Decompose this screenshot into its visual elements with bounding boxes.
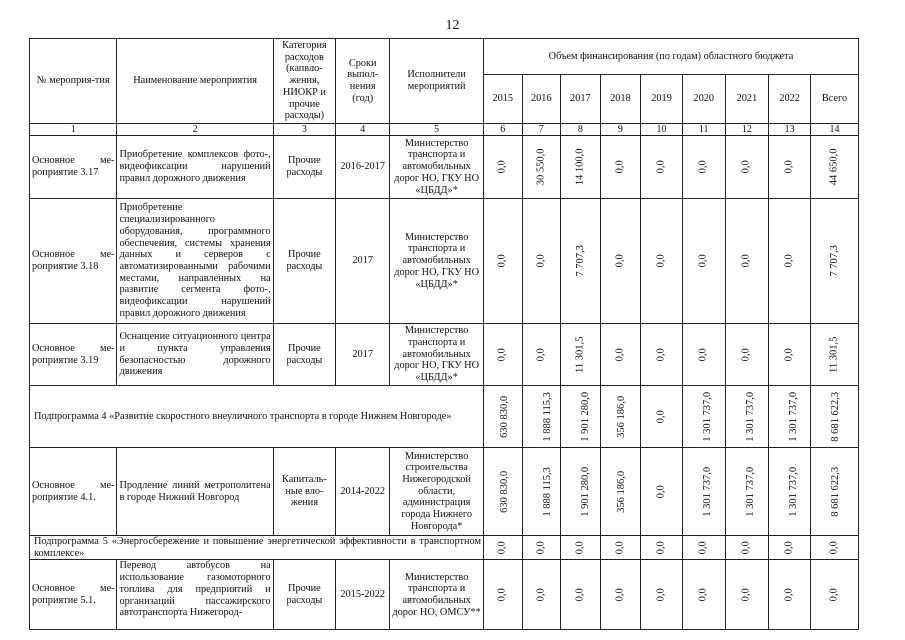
table-row	[30, 448, 859, 536]
funding-total	[810, 536, 858, 560]
header-total: Всего	[810, 75, 858, 124]
funding-value: 1 901 280,0	[580, 466, 592, 517]
subprogram-row	[30, 536, 859, 560]
column-number: 3	[273, 124, 335, 136]
funding-cell	[769, 536, 811, 560]
funding-value: 8 681 622,3	[830, 391, 842, 442]
funding-cell	[725, 199, 769, 324]
column-number: 1	[30, 124, 117, 136]
funding-value: 1 301 737,0	[744, 466, 756, 517]
header-year: 2022	[769, 75, 811, 124]
column-number: 7	[522, 124, 561, 136]
header-year: 2018	[600, 75, 641, 124]
funding-cell	[522, 386, 561, 448]
funding-cell	[641, 199, 683, 324]
funding-cell	[561, 136, 601, 199]
event-executors: Министерство строительства Нижегородской области, администрация города Нижнего Новгорода*	[390, 448, 484, 536]
page-number: 12	[445, 18, 460, 33]
column-number: 4	[336, 124, 390, 136]
funding-cell	[484, 136, 523, 199]
funding-cell	[682, 324, 725, 386]
event-number: Основное ме-роприятие 3.18	[30, 199, 117, 324]
funding-value: 0,0	[496, 347, 508, 362]
header-no: № мероприя-тия	[30, 39, 117, 124]
funding-cell	[641, 324, 683, 386]
event-executors: Министерство транспорта и автомобильных дорог НО, ГКУ НО «ЦБДД»*	[390, 199, 484, 324]
funding-total	[810, 324, 858, 386]
funding-cell	[600, 536, 641, 560]
funding-value: 0,0	[535, 541, 547, 555]
funding-value: 30 550,0	[535, 148, 547, 186]
funding-cell	[769, 560, 811, 630]
funding-value: 1 301 737,0	[788, 466, 800, 517]
column-number: 6	[484, 124, 523, 136]
column-number: 2	[117, 124, 273, 136]
event-executors: Министерство транспорта и автомобильных дорог НО, ГКУ НО «ЦБДД»*	[390, 324, 484, 386]
header-terms: Сроки выпол-нения (год)	[336, 39, 390, 124]
event-number: Основное ме-роприятие 3.17	[30, 136, 117, 199]
column-number: 13	[769, 124, 811, 136]
funding-cell	[522, 536, 561, 560]
funding-value: 0,0	[614, 347, 626, 362]
funding-value: 0,0	[783, 347, 795, 362]
event-category: Прочие расходы	[273, 199, 335, 324]
event-name: Приобретение специализированного оборудования, программного обеспечения, системы хранения данных и серверов с автоматизированными рабочими местами, направленных на развитие сегмента фото-, видеофиксации нарушений правил дорожного движения	[117, 199, 273, 324]
funding-value: 1 301 737,0	[744, 391, 756, 442]
funding-value: 14 100,0	[574, 148, 586, 186]
funding-cell	[600, 324, 641, 386]
header-funding: Объем финансирования (по годам) областного бюджета	[484, 39, 859, 75]
event-terms: 2014-2022	[336, 448, 390, 536]
funding-cell	[682, 136, 725, 199]
funding-value: 0,0	[828, 541, 840, 555]
header-year: 2021	[725, 75, 769, 124]
funding-value: 0,0	[535, 347, 547, 362]
funding-value: 0,0	[741, 347, 753, 362]
funding-total	[810, 199, 858, 324]
funding-cell	[600, 448, 641, 536]
funding-value: 1 888 115,3	[541, 466, 553, 517]
funding-cell	[682, 560, 725, 630]
header-year: 2019	[641, 75, 683, 124]
funding-total	[810, 386, 858, 448]
event-terms: 2016-2017	[336, 136, 390, 199]
funding-value: 0,0	[535, 588, 547, 602]
funding-cell	[522, 448, 561, 536]
funding-cell	[641, 560, 683, 630]
event-category: Прочие расходы	[273, 324, 335, 386]
header-year: 2015	[484, 75, 523, 124]
funding-value: 0,0	[535, 254, 547, 268]
funding-value: 0,0	[614, 160, 626, 174]
header-year: 2017	[561, 75, 601, 124]
funding-value: 1 301 737,0	[788, 391, 800, 442]
funding-value: 0,0	[655, 541, 667, 555]
funding-cell	[522, 560, 561, 630]
funding-cell	[682, 536, 725, 560]
funding-cell	[484, 199, 523, 324]
funding-cell	[561, 448, 601, 536]
funding-value: 0,0	[783, 541, 795, 555]
subprogram-title: Подпрограмма 4 «Развитие скоростного внеуличного транспорта в городе Нижнем Новгороде»	[30, 386, 484, 448]
event-number: Основное ме-роприятие 4.1.	[30, 448, 117, 536]
funding-value: 0,0	[655, 409, 667, 424]
funding-cell	[682, 199, 725, 324]
funding-cell	[561, 560, 601, 630]
funding-cell	[484, 536, 523, 560]
column-number: 10	[641, 124, 683, 136]
funding-cell	[641, 136, 683, 199]
funding-value: 0,0	[783, 254, 795, 268]
event-name: Перевод автобусов на использование газомоторного топлива для предприятий и организаций пассажирского автотранспорта Нижегород-	[117, 560, 273, 630]
funding-value: 630 830,0	[499, 395, 511, 438]
funding-cell	[725, 386, 769, 448]
funding-cell	[725, 448, 769, 536]
funding-cell	[600, 199, 641, 324]
event-terms: 2015-2022	[336, 560, 390, 630]
funding-value: 0,0	[741, 160, 753, 174]
funding-total	[810, 448, 858, 536]
funding-value: 356 186,0	[615, 470, 627, 513]
event-category: Прочие расходы	[273, 560, 335, 630]
event-terms: 2017	[336, 324, 390, 386]
funding-value: 0,0	[574, 588, 586, 602]
funding-cell	[561, 199, 601, 324]
funding-cell	[769, 386, 811, 448]
column-number: 11	[682, 124, 725, 136]
table-row	[30, 324, 859, 386]
event-name: Приобретение комплексов фото-, видеофиксации нарушений правил дорожного движения	[117, 136, 273, 199]
table-row	[30, 199, 859, 324]
funding-value: 1 888 115,3	[541, 391, 553, 442]
funding-cell	[522, 199, 561, 324]
event-executors: Министерство транспорта и автомобильных дорог НО, ГКУ НО «ЦБДД»*	[390, 136, 484, 199]
funding-value: 0,0	[655, 254, 667, 268]
funding-total	[810, 560, 858, 630]
funding-value: 7 707,3	[574, 245, 586, 277]
event-executors: Министерство транспорта и автомобильных дорог НО, ОМСУ**	[390, 560, 484, 630]
header-category: Категория расходов (капвло-жения, НИОКР и прочие расходы)	[273, 39, 335, 124]
funding-cell	[769, 136, 811, 199]
funding-value: 0,0	[614, 541, 626, 555]
funding-cell	[484, 560, 523, 630]
event-terms: 2017	[336, 199, 390, 324]
event-number: Основное ме-роприятие 5.1.	[30, 560, 117, 630]
funding-value: 44 650,0	[828, 148, 840, 186]
funding-value: 0,0	[697, 254, 709, 268]
funding-value: 0,0	[496, 541, 508, 555]
funding-cell	[725, 324, 769, 386]
funding-cell	[561, 536, 601, 560]
funding-cell	[725, 560, 769, 630]
funding-value: 0,0	[614, 254, 626, 268]
column-number: 14	[810, 124, 858, 136]
funding-cell	[484, 448, 523, 536]
funding-value: 0,0	[574, 541, 586, 555]
funding-cell	[725, 136, 769, 199]
funding-cell	[641, 536, 683, 560]
funding-value: 0,0	[496, 160, 508, 174]
event-category: Капиталь-ные вло-жения	[273, 448, 335, 536]
funding-value: 0,0	[828, 588, 840, 602]
funding-value: 0,0	[741, 541, 753, 555]
funding-value: 630 830,0	[499, 470, 511, 513]
column-number: 5	[390, 124, 484, 136]
funding-cell	[561, 386, 601, 448]
funding-value: 8 681 622,3	[830, 466, 842, 517]
funding-cell	[641, 386, 683, 448]
header-executors: Исполнители мероприятий	[390, 39, 484, 124]
funding-value: 0,0	[496, 254, 508, 268]
funding-value: 1 301 737,0	[701, 391, 713, 442]
column-number: 12	[725, 124, 769, 136]
table-row	[30, 136, 859, 199]
funding-value: 0,0	[655, 588, 667, 602]
column-number: 8	[561, 124, 601, 136]
funding-value: 0,0	[741, 588, 753, 602]
funding-cell	[682, 386, 725, 448]
funding-value: 0,0	[697, 160, 709, 174]
column-number: 9	[600, 124, 641, 136]
funding-value: 356 186,0	[615, 395, 627, 438]
funding-value: 0,0	[655, 160, 667, 174]
funding-total	[810, 136, 858, 199]
funding-value: 1 301 737,0	[701, 466, 713, 517]
funding-cell	[561, 324, 601, 386]
funding-value: 0,0	[741, 254, 753, 268]
funding-cell	[682, 448, 725, 536]
funding-value: 0,0	[655, 347, 667, 362]
funding-value: 0,0	[697, 541, 709, 555]
funding-value: 0,0	[697, 588, 709, 602]
funding-value: 0,0	[783, 588, 795, 602]
funding-cell	[769, 324, 811, 386]
funding-cell	[484, 324, 523, 386]
funding-value: 11 301,5	[828, 336, 840, 373]
event-name: Продление линий метрополитена в городе Нижний Новгород	[117, 448, 273, 536]
funding-cell	[484, 386, 523, 448]
funding-cell	[600, 386, 641, 448]
funding-cell	[600, 136, 641, 199]
funding-table	[29, 38, 859, 630]
funding-value: 0,0	[496, 588, 508, 602]
funding-value: 7 707,3	[828, 245, 840, 277]
funding-cell	[600, 560, 641, 630]
subprogram-row	[30, 386, 859, 448]
funding-cell	[769, 199, 811, 324]
funding-value: 0,0	[614, 588, 626, 602]
table-row	[30, 560, 859, 630]
event-number: Основное ме-роприятие 3.19	[30, 324, 117, 386]
funding-cell	[641, 448, 683, 536]
header-year: 2020	[682, 75, 725, 124]
funding-value: 0,0	[697, 347, 709, 362]
header-name: Наименование мероприятия	[117, 39, 273, 124]
funding-value: 0,0	[655, 484, 667, 499]
event-name: Оснащение ситуационного центра и пункта управления безопасностью дорожного движения	[117, 324, 273, 386]
subprogram-title: Подпрограмма 5 «Энергосбережение и повышение энергетической эффективности в транспортном комплексе»	[30, 536, 484, 560]
funding-cell	[769, 448, 811, 536]
funding-value: 1 901 280,0	[580, 391, 592, 442]
funding-cell	[522, 136, 561, 199]
funding-value: 0,0	[783, 160, 795, 174]
header-year: 2016	[522, 75, 561, 124]
funding-cell	[725, 536, 769, 560]
funding-cell	[522, 324, 561, 386]
funding-value: 11 301,5	[574, 336, 586, 373]
event-category: Прочие расходы	[273, 136, 335, 199]
